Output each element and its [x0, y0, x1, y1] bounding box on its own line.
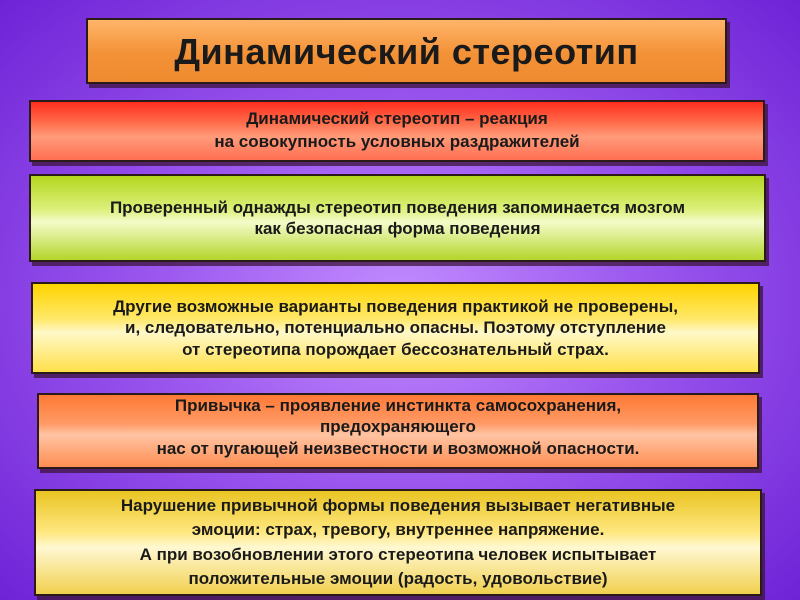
- definition-text: [214, 108, 579, 154]
- fear-block: [31, 282, 760, 374]
- text-line: Другие возможные варианты поведения практикой не проверены,: [113, 297, 678, 317]
- emotions-block: [34, 489, 762, 596]
- title-text: Динамический стереотип: [174, 30, 639, 72]
- text-line: на совокупность условных раздражителей: [214, 132, 580, 151]
- text-line: эмоции: страх, тревогу, внутреннее напряжение.: [191, 520, 605, 540]
- text-line: как безопасная форма поведения: [254, 219, 541, 238]
- memory-text: [110, 197, 685, 240]
- text-line: Динамический стереотип – реакция: [246, 109, 548, 129]
- text-line: Нарушение привычной формы поведения вызывает негативные: [120, 496, 676, 516]
- text-line: предохраняющего: [320, 417, 476, 437]
- text-line: от стереотипа порождает бессознательный страх.: [182, 339, 609, 359]
- memory-block: [29, 174, 766, 262]
- text-line: и, следовательно, потенциально опасны. Поэтому отступление: [125, 318, 666, 338]
- habit-text: [157, 395, 640, 459]
- fear-text: [113, 296, 678, 360]
- text-line: положительные эмоции (радость, удовольствие): [188, 568, 608, 588]
- text-line: нас от пугающей неизвестности и возможной опасности.: [156, 438, 640, 458]
- habit-block: [37, 393, 759, 469]
- text-line: Привычка – проявление инстинкта самосохранения,: [174, 396, 622, 416]
- text-line: А при возобновлении этого стереотипа человек испытывает: [139, 544, 657, 564]
- text-line: Проверенный однажды стереотип поведения запоминается мозгом: [109, 197, 686, 217]
- slide-title: [86, 18, 727, 84]
- definition-block: [29, 100, 765, 162]
- emotions-text: [121, 494, 675, 591]
